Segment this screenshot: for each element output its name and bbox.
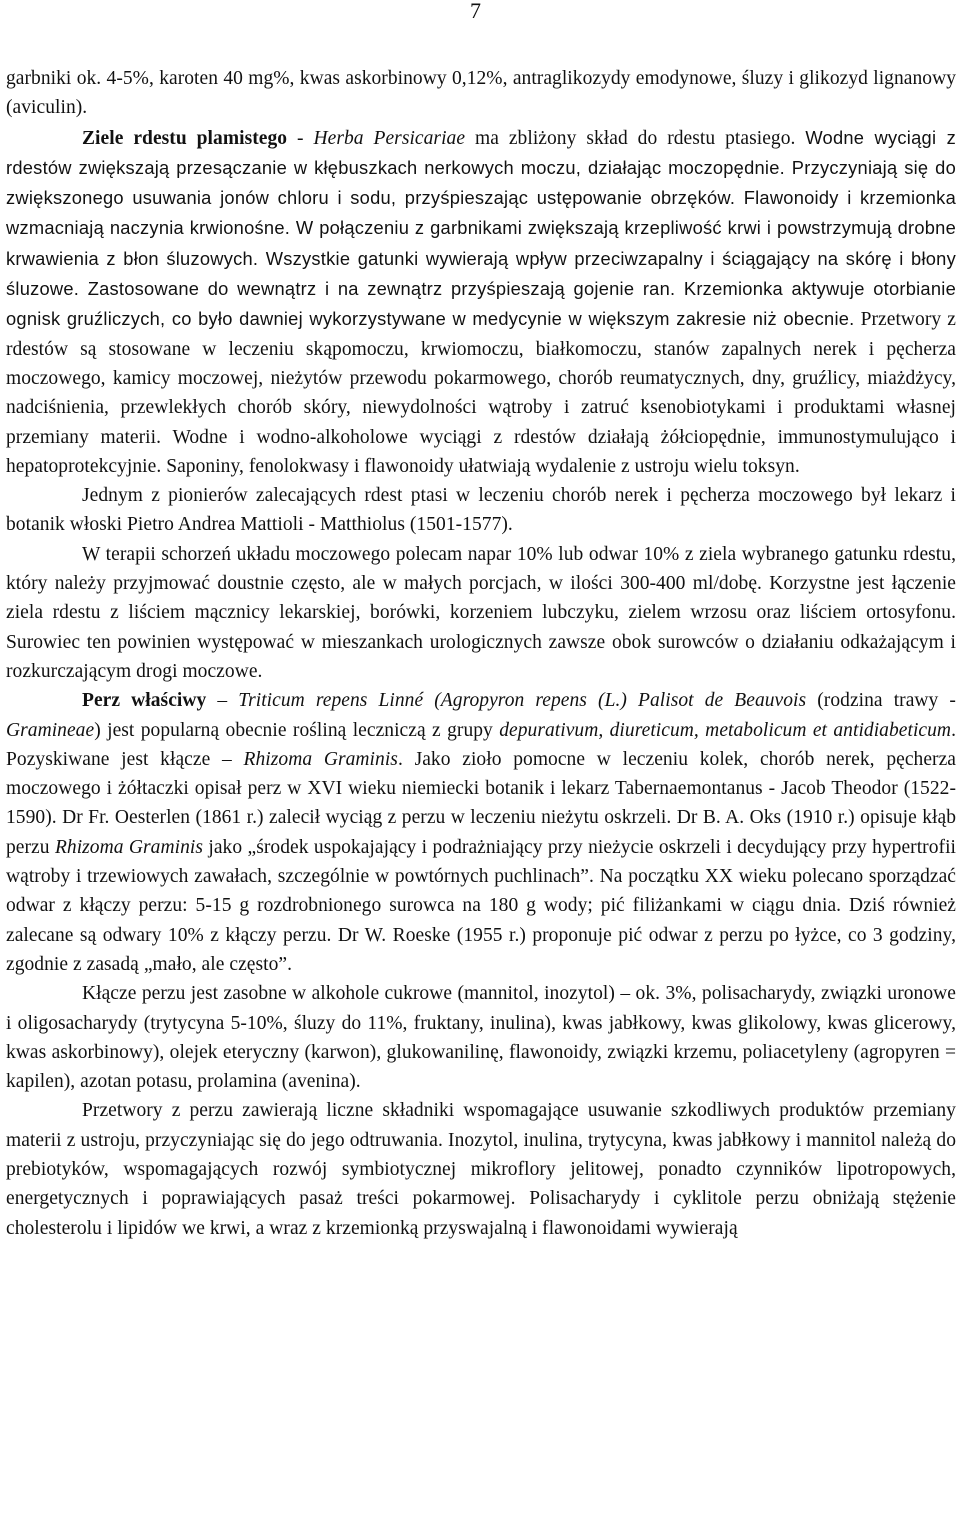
paragraph-text: Przetwory z perzu zawierają liczne składniki wspomagające usuwanie szkodliwych produktów przemiany materii z ustroju, przyczyniając się do jego odtruwania. Inozytol, inulina, trytycyna, kwas jabłkowy i mannitol należą do prebiotyków, wspomagających rozwój symbiotycznej mikroflory jelitowej, ponadto czynników lipotropowych, energetycznych i poprawiających pasaż treści pokarmowej. Polisacharydy i cyklitole perzu obniżają stężenie cholesterolu i lipidów we krwi, a wraz z krzemionką przyswajalną i flawonoidami wywierają [6, 1100, 956, 1239]
paragraph-composition-end [6, 64, 956, 123]
page-number: 7 [470, 0, 481, 23]
paragraph-text: . Jako zioło pomocne w leczeniu kolek, chorób nerek, pęcherza moczowego i żółtaczki opisał perz w XVI wieku niemiecki botanik i lekarz Tabernaemontanus - Jacob Theodor (1522-1590). Dr Fr. Oesterlen (1861 r.) zalecił wyciąg z perzu w leczeniu nieżytu oskrzeli. Dr B. A. Oks (1910 r.) opisuje kłąb perzu [6, 748, 956, 858]
herb-name-bold: Perz właściwy [82, 690, 207, 712]
paragraph-composition [6, 979, 956, 1096]
paragraph-text: (rodzina trawy - [806, 690, 956, 712]
paragraph-preparations [6, 1096, 956, 1242]
latin-name-italic: Triticum repens Linné (Agropyron repens (L.) Palisot de Beauvois [238, 690, 807, 712]
paragraph-text: ma zbliżony skład do rdestu ptasiego. [465, 127, 796, 149]
document-body [6, 64, 956, 1243]
paragraph-text: Kłącze perzu jest zasobne w alkohole cukrowe (mannitol, inozytol) – ok. 3%, polisacharydy, związki uronowe i oligosacharydy (trytycyna 5-10%, śluzy do 11%, fruktany, inulina), kwas jabłkowy, kwas glikolowy, kwas glicerowy, kwas askorbinowy), olejek eteryczny (karwon), glukowanilinę, flawonoidy, związki krzemu, poliacetyleny (agropyren = kapilen), azotan potasu, prolamina (avenina). [6, 983, 956, 1093]
paragraph-text-sans: Wodne wyciągi z rdestów zwiększają przesączanie w kłębuszkach nerkowych moczu, działając moczopędnie. Przyczyniają się do zwiększonego usuwania jonów chloru i sodu, przyśpieszając ustępowanie obrzęków. Flawonoidy i krzemionka wzmacniają naczynia krwionośne. W połączeniu z garbnikami zwiększają krzepliwość krwi i powstrzymują drobne krwawienia z błon śluzowych. Wszystkie gatunki wywierają wpływ przeciwzapalny i ściągający na skórę i błony śluzowe. Zastosowane do wewnątrz i na zewnątrz przyśpieszają gojenie ran. Krzemionka aktywuje otorbianie ognisk gruźliczych, co było dawniej wykorzystywane w medycynie w większym zakresie niż obecnie. [6, 126, 956, 330]
paragraph-therapy [6, 540, 956, 686]
paragraph-text: . Pozyskiwane jest kłącze – [6, 719, 956, 770]
rhizome-italic: Rhizoma Graminis [243, 748, 398, 770]
paragraph-text: W terapii schorzeń układu moczowego polecam napar 10% lub odwar 10% z ziela wybranego gatunku rdestu, który należy przyjmować doustnie często, ale w małych porcjach, w ilości 300-400 ml/dobę. Korzystne jest łączenie ziela rdestu z liściem mącznicy lekarskiej, borówki, korzeniem lubczyku, zielem wrzosu oraz liściem ortosyfonu. Surowiec ten powinien występować w mieszankach urologicznych zawsze obok surowców o działaniu odkażającym i rozkurczającym drogi moczowe. [6, 543, 956, 682]
paragraph-couch-grass [6, 686, 956, 979]
groups-italic: depurativum, diureticum, metabolicum et antidiabeticum [499, 719, 952, 741]
latin-name-italic: Herba Persicariae [313, 127, 466, 149]
rhizome-italic: Rhizoma Graminis [54, 836, 203, 858]
family-name-italic: Gramineae [6, 719, 95, 741]
dash-separator: - [287, 127, 314, 149]
paragraph-mattioli [6, 481, 956, 540]
paragraph-text: ) jest popularną obecnie rośliną leczniczą z grupy [94, 719, 500, 741]
dash-separator: – [206, 690, 239, 712]
paragraph-text: Jednym z pionierów zalecających rdest ptasi w leczeniu chorób nerek i pęcherza moczowego był lekarz i botanik włoski Pietro Andrea Mattioli - Matthiolus (1501-1577). [6, 485, 956, 536]
paragraph-text: jako „środek uspokajający i podrażniający przy nieżycie oskrzeli i decydujący przy hypertrofii wątroby i trzewiowych zawałach, szczególnie w powtórnych puchlinach”. Na początku XX wieku polecano sporządzać odwar z kłączy perzu: 5-15 g rozdrobnionego surowca na 180 g wody; pić filiżankami w ciągu dnia. Dziś również zalecane są odwary 10% z kłączy perzu. Dr W. Roeske (1955 r.) proponuje pić odwar z perzu po łyżce, co 3 godziny, zgodnie z zasadą „mało, ale często”. [6, 836, 957, 975]
herb-name-bold: Ziele rdestu plamistego [82, 127, 288, 149]
paragraph-persicaria [6, 123, 956, 482]
paragraph-text: Przetwory z rdestów są stosowane w leczeniu skąpomoczu, krwiomoczu, białkomoczu, stanów zapalnych nerek i pęcherza moczowego, kamicy moczowej, nieżytów przewodu pokarmowego, chorób reumatycznych, dny, gruźlicy, miażdżycy, nadciśnienia, przewlekłych chorób skóry, niewydolności wątroby i zatruć ksenobiotykami i produktami własnej przemiany materii. Wodne i wodno-alkoholowe wyciągi z rdestów działają żółciopędnie, immunostymulująco i hepatoprotekcyjnie. Saponiny, fenolokwasy i flawonoidy ułatwiają wydalenie z ustroju wielu toksyn. [6, 309, 956, 477]
paragraph-text: garbniki ok. 4-5%, karoten 40 mg%, kwas askorbinowy 0,12%, antraglikozydy emodynowe, śluzy i glikozyd lignanowy (aviculin). [6, 68, 956, 119]
